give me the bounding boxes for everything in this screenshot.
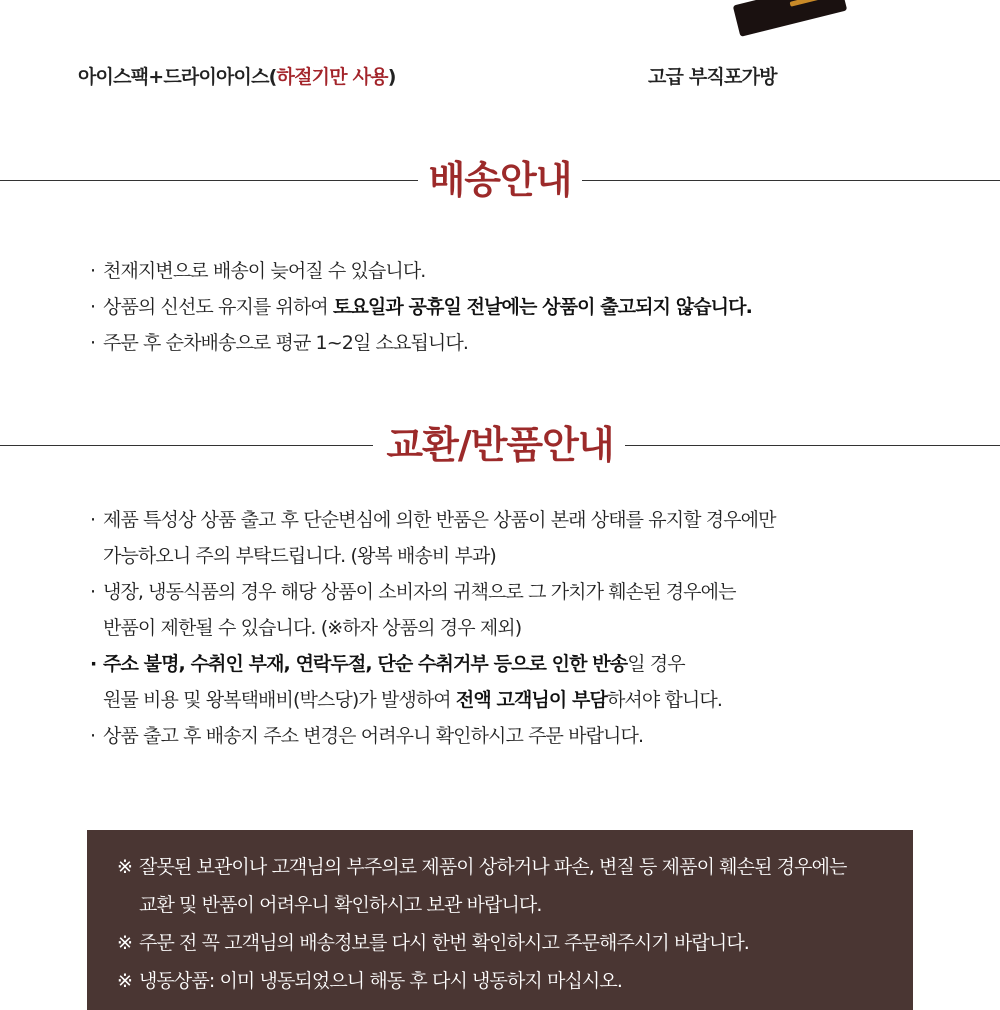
summer-only-highlight: 하절기만 사용	[276, 66, 388, 88]
nonwoven-bag-caption: 고급 부직포가방	[648, 66, 777, 88]
list-item: · 주소 불명, 수취인 부재, 연락두절, 단순 수취거부 등으로 인한 반송일 경우	[90, 653, 685, 675]
divider-line-right	[625, 445, 1000, 446]
exchange-info-list	[90, 502, 776, 754]
list-item: · 상품 출고 후 배송지 주소 변경은 어려우니 확인하시고 주문 바랍니다.	[90, 725, 644, 747]
list-item-continuation: 가능하오니 주의 부탁드립니다. (왕복 배송비 부과)	[103, 545, 496, 567]
notice-line: ※ 냉동상품: 이미 냉동되었으니 해동 후 다시 냉동하지 마십시오.	[117, 970, 622, 992]
packaging-stripe	[790, 0, 826, 7]
list-item-continuation: 원물 비용 및 왕복택배비(박스당)가 발생하여 전액 고객님이 부담하셔야 합니다.	[103, 689, 722, 711]
divider-line-right	[582, 180, 1000, 181]
ice-pack-caption: 아이스팩+드라이아이스(하절기만 사용)	[78, 66, 396, 88]
shipping-section-header	[0, 150, 1000, 210]
notice-line: ※ 주문 전 꼭 고객님의 배송정보를 다시 한번 확인하시고 주문해주시기 바랍니다.	[117, 932, 749, 954]
exchange-section-header	[0, 415, 1000, 475]
shipping-info-list	[90, 253, 752, 361]
reference-mark-icon: ※	[117, 856, 133, 878]
list-item: · 상품의 신선도 유지를 위하여 토요일과 공휴일 전날에는 상품이 출고되지 않습니다.	[90, 296, 752, 318]
reference-mark-icon: ※	[117, 932, 133, 954]
list-item-continuation: 반품이 제한될 수 있습니다. (※하자 상품의 경우 제외)	[103, 617, 522, 639]
notice-line: ※ 잘못된 보관이나 고객님의 부주의로 제품이 상하거나 파손, 변질 등 제품이 훼손된 경우에는	[117, 856, 847, 878]
list-item: · 냉장, 냉동식품의 경우 해당 상품이 소비자의 귀책으로 그 가치가 훼손된 경우에는	[90, 581, 736, 603]
reference-mark-icon: ※	[117, 970, 133, 992]
list-item: · 주문 후 순차배송으로 평균 1~2일 소요됩니다.	[90, 332, 468, 354]
list-item: · 제품 특성상 상품 출고 후 단순변심에 의한 반품은 상품이 본래 상태를 유지할 경우에만	[90, 509, 776, 531]
packaging-photo	[733, 0, 847, 37]
list-item: · 천재지변으로 배송이 늦어질 수 있습니다.	[90, 260, 426, 282]
customer-pays-bold: 전액 고객님이 부담	[455, 689, 607, 711]
shipping-title: 배송안내	[428, 158, 572, 202]
exchange-title: 교환/반품안내	[386, 423, 614, 467]
return-reasons-bold: 주소 불명, 수취인 부재, 연락두절, 단순 수취거부 등으로 인한 반송	[103, 653, 628, 675]
caution-notice-box	[87, 830, 913, 1010]
weekend-notice-bold: 토요일과 공휴일 전날에는 상품이 출고되지 않습니다.	[333, 296, 752, 318]
notice-line: 교환 및 반품이 어려우니 확인하시고 보관 바랍니다.	[139, 894, 542, 916]
